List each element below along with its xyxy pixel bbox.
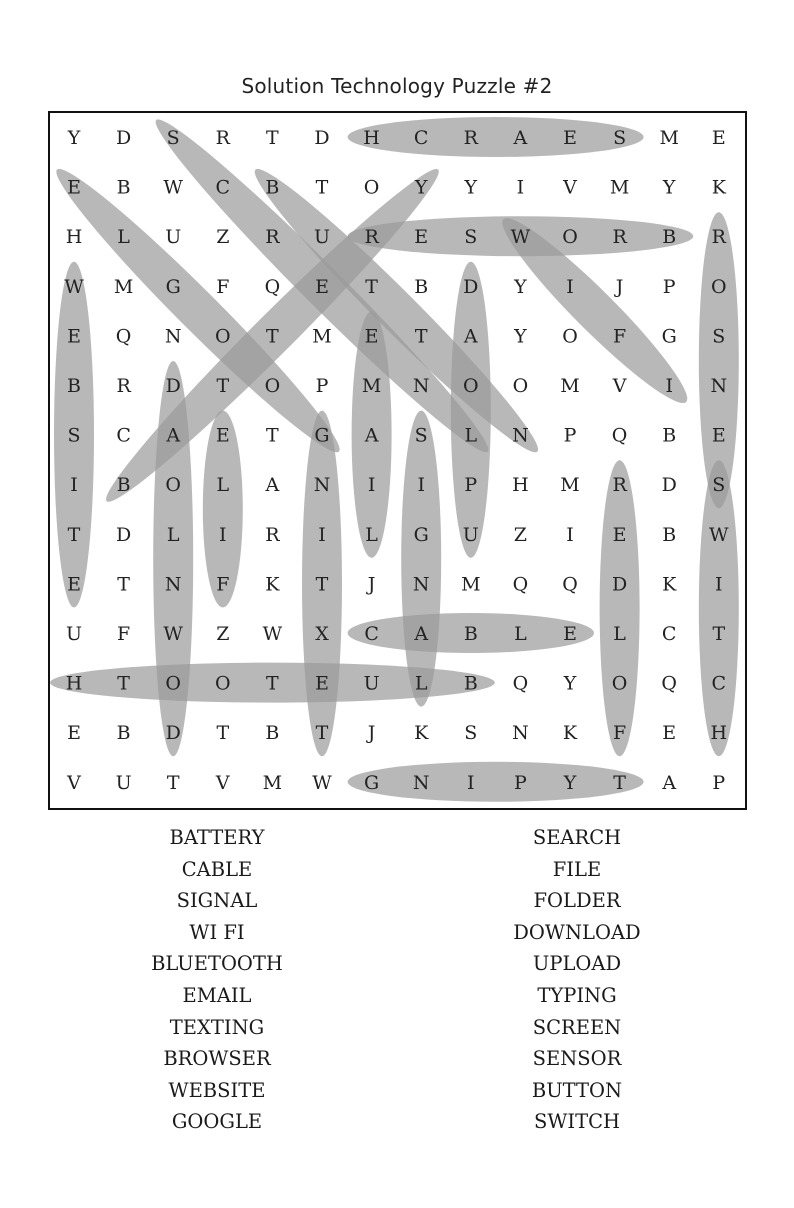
grid-letter[interactable]: F [613,722,627,745]
grid-letter[interactable]: Q [512,573,529,596]
grid-letter[interactable]: Q [512,672,529,695]
grid-letter[interactable]: D [611,573,628,596]
grid-letter[interactable]: K [265,573,280,596]
grid-letter[interactable]: E [67,722,81,745]
grid-letter[interactable]: E [711,424,726,447]
word-list-item: GOOGLE [171,1110,263,1134]
grid-letter[interactable]: R [364,226,379,249]
puzzle-grid [48,111,747,810]
grid-letter[interactable]: B [662,523,677,546]
grid-letter[interactable]: B [67,375,81,397]
found-word-highlight-signal [401,411,441,707]
grid-letter[interactable]: N [412,375,430,397]
grid-letter[interactable]: U [313,226,331,249]
grid-letter[interactable]: L [117,226,130,249]
grid-letter[interactable]: N [710,375,728,397]
grid-letter[interactable]: S [712,325,726,348]
grid-letter[interactable]: O [165,672,181,695]
grid-letter[interactable]: L [613,623,626,645]
grid-letter[interactable]: Y [662,176,676,199]
grid-letter[interactable]: I [715,573,723,596]
grid-letter[interactable]: L [514,623,527,645]
grid-letter[interactable]: R [711,226,726,249]
grid-letter[interactable]: O [463,375,479,397]
word-list-item: TEXTING [169,1015,265,1039]
found-word-highlight-typing [348,762,644,802]
grid-letter[interactable]: R [612,226,627,249]
grid-letter[interactable]: F [216,573,230,596]
grid-letter[interactable]: G [661,325,677,348]
grid-letter[interactable]: S [464,226,478,249]
grid-letter[interactable]: M [659,127,679,149]
grid-letter[interactable]: K [414,722,429,745]
grid-letter[interactable]: D [463,275,479,298]
grid-letter[interactable]: A [265,474,280,497]
highlight-layer [50,113,739,802]
word-list-item: FOLDER [533,889,621,913]
grid-letter[interactable]: D [165,375,181,397]
grid-letter[interactable]: H [710,722,728,745]
word-list-item: TYPING [537,983,617,1007]
grid-letter[interactable]: Z [513,523,528,546]
grid-letter[interactable]: T [712,623,726,645]
grid-letter[interactable]: D [661,474,677,497]
grid-letter[interactable]: E [315,672,329,695]
grid-letter[interactable]: T [216,722,230,745]
grid-letter[interactable]: L [166,523,180,546]
grid-letter[interactable]: I [70,474,78,497]
grid-letter[interactable]: T [315,573,329,596]
grid-letter[interactable]: B [116,474,131,497]
found-word-highlight-folder [600,460,640,756]
grid-letter[interactable]: B [662,424,677,447]
grid-letter[interactable]: T [613,771,626,794]
grid-letter[interactable]: Y [514,325,527,348]
grid-letter[interactable]: L [365,523,378,546]
grid-letter[interactable]: R [463,127,478,149]
grid-letter[interactable]: W [163,623,183,645]
grid-letter[interactable]: T [315,176,329,199]
grid-letter[interactable]: T [266,127,279,149]
grid-letter[interactable]: M [609,176,630,199]
grid-letter[interactable]: W [64,275,84,298]
grid-letter[interactable]: B [265,176,280,199]
grid-letter[interactable]: N [313,474,331,497]
grid-letter[interactable]: D [165,722,181,745]
grid-letter[interactable]: F [613,325,627,348]
grid-letter[interactable]: W [163,176,183,199]
grid-letter[interactable]: M [560,474,580,497]
grid-letter[interactable]: I [467,771,475,794]
grid-letter[interactable]: E [711,127,726,149]
grid-letter[interactable]: L [216,474,230,497]
grid-letter[interactable]: B [463,623,478,645]
grid-letter[interactable]: I [516,176,525,199]
grid-letter[interactable]: I [566,275,574,298]
grid-letter[interactable]: A [513,127,528,149]
grid-letter[interactable]: J [367,573,376,596]
grid-letter[interactable]: A [414,623,429,645]
grid-letter[interactable]: O [562,325,578,348]
found-word-highlight-switch [699,460,739,756]
grid-letter[interactable]: O [711,275,727,298]
grid-letter[interactable]: V [563,176,577,199]
word-list-item: BUTTON [531,1078,623,1102]
word-list-item: WI FI [189,920,245,944]
found-word-highlight-search [348,117,644,157]
grid-letter[interactable]: W [312,771,332,794]
grid-letter[interactable]: U [165,226,182,249]
grid-canvas [50,113,745,808]
grid-letter[interactable]: B [414,275,429,298]
grid-letter[interactable]: C [364,623,379,645]
grid-letter[interactable]: V [612,375,627,397]
grid-letter[interactable]: X [315,623,329,645]
grid-letter[interactable]: E [563,127,577,149]
grid-letter[interactable]: S [414,424,428,447]
grid-letter[interactable]: D [314,127,330,149]
grid-letter[interactable]: W [510,226,531,249]
grid-letter[interactable]: T [266,424,279,447]
grid-letter[interactable]: V [215,771,230,794]
grid-letter[interactable]: J [615,275,624,298]
grid-letter[interactable]: O [363,176,380,199]
grid-letter[interactable]: Y [514,275,527,298]
grid-letter[interactable]: Q [661,672,677,695]
grid-letter[interactable]: A [463,325,478,348]
grid-letter[interactable]: O [215,325,231,348]
word-list-item: SEARCH [532,826,622,849]
grid-letter[interactable]: L [414,672,428,695]
grid-letter[interactable]: L [464,424,478,447]
grid-letter[interactable]: I [417,474,425,497]
grid-letter[interactable]: R [215,127,230,149]
grid-letter[interactable]: W [709,523,729,546]
grid-letter[interactable]: Z [216,623,230,645]
grid-letter[interactable]: U [115,771,132,794]
grid-letter[interactable]: N [164,573,182,596]
grid-letter[interactable]: O [264,375,281,397]
grid-letter[interactable]: J [367,722,376,745]
grid-letter[interactable]: H [363,127,380,149]
grid-letter[interactable]: B [265,722,280,745]
grid-letter[interactable]: I [665,375,673,397]
grid-letter[interactable]: M [113,275,134,298]
grid-letter[interactable]: Y [414,176,428,199]
grid-letter[interactable]: T [414,325,428,348]
grid-letter[interactable]: G [165,275,181,298]
word-list-item: SWITCH [533,1110,621,1134]
grid-letter[interactable]: Y [563,672,577,695]
grid-letter[interactable]: T [315,722,329,745]
grid-letter[interactable]: O [611,672,628,695]
grid-letter[interactable]: T [67,523,81,546]
grid-letter[interactable]: E [612,523,627,546]
grid-letter[interactable]: O [562,226,578,249]
grid-letter[interactable]: R [612,474,627,497]
grid-letter[interactable]: E [414,226,429,249]
word-list-item: CABLE [181,857,253,881]
grid-letter[interactable]: B [116,722,131,745]
grid-letter[interactable]: C [661,623,677,645]
grid-letter[interactable]: T [266,325,279,348]
grid-letter[interactable]: E [215,424,230,447]
grid-letter[interactable]: D [115,127,132,149]
grid-letter[interactable]: U [363,672,380,695]
grid-letter[interactable]: T [266,672,279,695]
grid-letter[interactable]: A [364,424,379,447]
grid-letter[interactable]: Y [563,771,577,794]
grid-letter[interactable]: V [67,771,81,794]
grid-letter[interactable]: O [215,672,231,695]
grid-letter[interactable]: P [563,424,577,447]
grid-letter[interactable]: M [262,771,283,794]
grid-letter[interactable]: F [216,275,230,298]
grid-letter[interactable]: O [512,375,529,397]
grid-letter[interactable]: E [563,623,577,645]
grid-letter[interactable]: P [464,474,478,497]
grid-letter[interactable]: E [662,722,677,745]
grid-letter[interactable]: D [115,523,132,546]
word-list-item: WEBSITE [168,1078,266,1102]
grid-letter[interactable]: S [166,127,180,149]
word-list-item: DOWNLOAD [513,920,641,944]
puzzle-title: Solution Technology Puzzle #2 [241,74,553,98]
word-list-item: BLUETOOTH [151,952,283,976]
grid-letter[interactable]: N [412,771,430,794]
grid-letter[interactable]: M [560,375,580,397]
grid-letter[interactable]: W [262,623,283,645]
grid-letter[interactable]: C [215,176,231,199]
grid-letter[interactable]: R [116,375,131,397]
grid-letter[interactable]: U [462,523,479,546]
grid-letter[interactable]: P [662,275,676,298]
grid-letter[interactable]: K [711,176,726,199]
grid-letter[interactable]: M [361,375,382,397]
word-list-item: BATTERY [169,826,265,849]
grid-letter[interactable]: A [662,771,677,794]
grid-letter[interactable]: T [216,375,230,397]
grid-letter[interactable]: Z [216,226,230,249]
grid-letter[interactable]: Y [67,127,81,149]
grid-letter[interactable]: E [67,573,81,596]
grid-letter[interactable]: T [365,275,378,298]
grid-letter[interactable]: N [512,424,529,447]
grid-letter[interactable]: B [662,226,677,249]
word-list-left [52,822,382,1138]
word-list-item: UPLOAD [532,952,622,976]
grid-letter[interactable]: O [165,474,181,497]
grid-letter[interactable]: P [514,771,527,794]
grid-letter[interactable]: E [67,176,81,199]
grid-letter[interactable]: G [413,523,429,546]
grid-letter[interactable]: Q [264,275,281,298]
grid-letter[interactable]: H [65,226,83,249]
grid-letter[interactable]: Q [562,573,578,596]
grid-letter[interactable]: H [65,672,83,695]
grid-letter[interactable]: I [219,523,227,546]
grid-letter[interactable]: G [314,424,330,447]
grid-letter[interactable]: Q [611,424,628,447]
grid-letter[interactable]: M [312,325,332,348]
grid-letter[interactable]: P [315,375,329,397]
grid-letter[interactable]: U [65,623,83,645]
word-list-item: SIGNAL [176,889,258,913]
grid-letter[interactable]: P [712,771,726,794]
grid-letter[interactable]: N [512,722,529,745]
grid-letter[interactable]: B [116,176,131,199]
word-list-right [412,822,742,1138]
grid-letter[interactable]: E [364,325,379,348]
grid-letter[interactable]: R [265,523,280,546]
grid-letter[interactable]: S [67,424,81,447]
grid-letter[interactable]: F [117,623,131,645]
grid-letter[interactable]: N [164,325,182,348]
grid-letter[interactable]: I [367,474,376,497]
grid-letter[interactable]: T [117,573,130,596]
grid-letter[interactable]: B [463,672,478,695]
grid-letter[interactable]: S [613,127,627,149]
word-list-item: BROWSER [163,1047,271,1071]
grid-letter[interactable]: C [116,424,131,447]
word-list-item: SCREEN [532,1015,622,1039]
grid-letter[interactable]: C [711,672,727,695]
grid-letter[interactable]: T [117,672,130,695]
grid-letter[interactable]: C [413,127,429,149]
grid-letter[interactable]: Q [115,325,132,348]
grid-letter[interactable]: A [166,424,181,447]
grid-letter[interactable]: E [67,325,81,348]
grid-letter[interactable]: N [412,573,430,596]
grid-letter[interactable]: S [712,474,726,497]
grid-letter[interactable]: Y [464,176,478,199]
grid-letter[interactable]: S [464,722,478,745]
word-list-item: FILE [552,857,602,881]
grid-letter[interactable]: G [364,771,380,794]
grid-letter[interactable]: I [318,523,326,546]
grid-letter[interactable]: R [265,226,280,249]
grid-letter[interactable]: M [461,573,481,596]
grid-letter[interactable]: K [562,722,578,745]
grid-letter[interactable]: H [512,474,529,497]
word-list-item: EMAIL [182,983,252,1007]
grid-letter[interactable]: I [566,523,574,546]
grid-letter[interactable]: K [662,573,677,596]
word-list-item: SENSOR [532,1047,622,1071]
grid-letter[interactable]: T [166,771,180,794]
grid-letter[interactable]: E [315,275,329,298]
